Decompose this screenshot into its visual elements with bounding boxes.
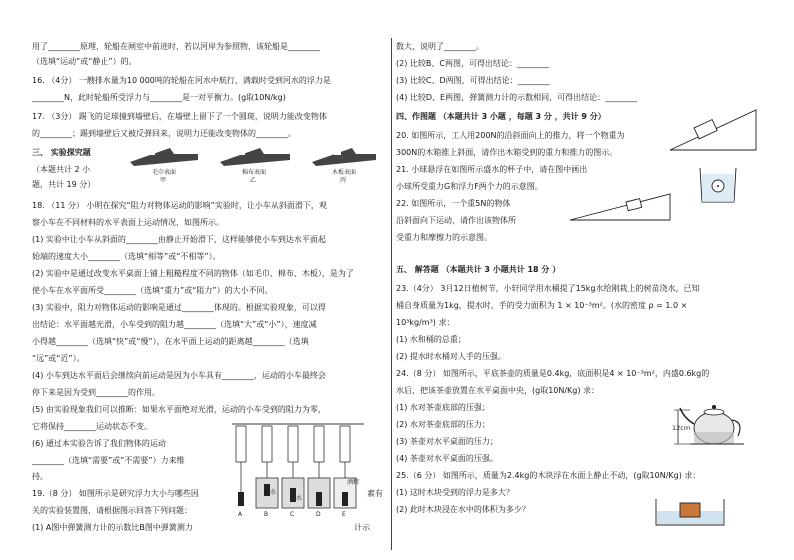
q18-6-line-1: (6) 通过本实验告诉了我们物体的运动	[32, 439, 166, 448]
q18-line-2: 察小车在不同材料的水平表面上运动情况，如图所示。	[32, 218, 224, 227]
section-4-title: 四、作图题 （本题共计 3 小题 ，每题 3 分 ，共计 9 分）	[396, 112, 606, 121]
label-a: A	[238, 511, 243, 518]
q19-1-line-1: (1) A图中弹簧测力计的示数比B图中弹簧测力	[32, 523, 193, 532]
q23-2: (2) 提水时水桶对人手的压强。	[396, 352, 506, 361]
q24-4: (4) 茶壶对水平桌面的压强。	[396, 454, 498, 463]
column-divider	[391, 38, 392, 550]
label-e: E	[342, 511, 346, 518]
ramp-wood	[312, 148, 376, 166]
q25-line-1: 25.（6 分） 如图所示，质量为2.4kg的木块浮在水面上静止不动，(g取10N/Kg) 求：	[396, 471, 701, 480]
q24-3: (3) 茶壶对水平桌面的压力；	[396, 437, 498, 446]
label-d: D	[316, 511, 321, 518]
q19-line-2: 关的实验装置图，请根据图示回答下列问题：	[32, 506, 192, 515]
spring-scale-d	[308, 426, 330, 508]
q15-line-2: （选填“运动”或“静止”）的。	[32, 57, 137, 66]
ramp-cotton	[220, 148, 290, 166]
q18-line-1: 18. （11 分） 小明在探究“阻力对物体运动的影响”实验时，让小车从斜面滑下，观	[32, 201, 327, 210]
ramp-towel	[130, 148, 198, 166]
q19-1-line-2: 数大，说明了________。	[396, 42, 484, 51]
q19-line-1-tail: 素有	[367, 489, 383, 498]
q18-5-line-2: 它将保持________运动状态不变。	[32, 422, 152, 431]
q18-4-line-1: (4) 小车到达水平面后会继续向前运动是因为小车具有________，运动的小车最终会	[32, 371, 326, 380]
q24-line-1: 24.（8 分） 如图所示，平底茶壶的质量是0.4kg，底面积是4 × 10⁻³m²，内盛0.6kg的	[396, 369, 710, 378]
q19-2: (2) 比较B、C两图，可得出结论：________	[396, 59, 549, 68]
fig-label-towel: 毛巾表面	[152, 169, 177, 176]
liquid-label-e: 酒精	[347, 479, 360, 486]
q23-1: (1) 水和桶的总重；	[396, 335, 466, 344]
q18-3-line-3: 小得越________（选填“快”或“慢”），在水平面上运动的距离越________（选填	[32, 337, 309, 346]
section-5-title: 五、 解答题 （本题共计 3 小题共计 18 分 ）	[396, 265, 561, 274]
spring-scale-figure	[232, 422, 364, 518]
q19-4: (4) 比较D、E两图，弹簧测力计的示数相同，可得出结论：________	[396, 93, 638, 102]
q22-line-1: 22. 如图所示，一个重5N的物体	[396, 199, 511, 208]
label-c: C	[290, 511, 295, 518]
q23-line-1: 23.（4分） 3月12日植树节，小轩同学用水桶提了15kg水给刚栽上的树苗浇水，已知	[396, 284, 700, 293]
liquid-label-b: 水	[270, 489, 277, 496]
q20-line-1: 20. 如图所示，工人用200N的沿斜面向上的推力，将一个物重为	[396, 131, 625, 140]
q18-3-line-1: (3) 实验中，阻力对物体运动的影响是通过________体现的。根据实验现象，可以得	[32, 303, 326, 312]
q16-line-2: ________N，此时轮船所受浮力与________是一对平衡力。(g取10N/kg)	[32, 93, 286, 102]
fig-label-wood: 木板表面	[332, 169, 357, 176]
section-3-title: 三、 实验探究题	[32, 148, 91, 157]
q18-2-line-1: (2) 实验中是通过改变水平桌面上铺上粗糙程度不同的物体（如毛巾、棉布、木板），是为了	[32, 269, 354, 278]
q19-3: (3) 比较C、D两图，可得出结论：________	[396, 76, 550, 85]
q21-line-2: 小球所受重力G和浮力F两个力的示意图。	[396, 182, 543, 191]
q18-1-line-1: (1) 实验中让小车从斜面的________由静止开始滑下，这样能够使小车到达水平面起	[32, 235, 326, 244]
fig-label-bing: 丙	[340, 177, 347, 184]
q15-line-1: 用了________原理，轮船在闸室中前进时，若以河岸为参照物，该轮船是________	[32, 42, 320, 51]
fig-label-yi: 乙	[250, 177, 257, 184]
q18-3-line-2: 出结论：水平面越光滑，小车受到的阻力越________（选填“大”或“小”），速度减	[32, 320, 317, 329]
q18-4-line-2: 停下来是因为受到________的作用。	[32, 388, 160, 397]
spring-scale-e	[334, 426, 356, 508]
q25-1: (1) 这时木块受到的浮力是多大？	[396, 488, 514, 497]
teapot-height-label: 12cm	[672, 424, 691, 432]
ramp-figures	[128, 144, 378, 184]
q17-line-1: 17. （3分） 踢飞的足球撞到墙壁后，在墙壁上留下了一个圆斑，说明力能改变物体	[32, 112, 327, 121]
q22-incline-figure	[568, 192, 672, 222]
q25-block-figure	[654, 497, 726, 527]
q24-line-2: 水后，把该茶壶放置在水平桌面中央，(g取10N/Kg) 求：	[396, 386, 600, 395]
liquid-label-c: 水	[296, 495, 303, 502]
q24-1: (1) 水对茶壶底部的压强；	[396, 403, 490, 412]
q23-line-3: 10³kg/m³) 求：	[396, 318, 455, 327]
q21-line-1: 21. 小球悬浮在如图所示盛水的杯子中，请在图中画出	[396, 165, 588, 174]
fig-label-jia: 甲	[160, 177, 167, 184]
q21-cup-figure	[694, 166, 742, 204]
q16-line-1: 16. （4分） 一艘排水量为10 000吨的轮船在河水中航行，满载时受到河水的浮力是	[32, 76, 331, 85]
q19-line-1: 19.（8 分） 如图所示是研究浮力大小与哪些因	[32, 489, 199, 498]
section-3-info-1: （本题共计 2 小	[32, 165, 91, 174]
q22-line-2: 沿斜面向下运动，请作出该物体所	[396, 216, 516, 225]
q18-3-line-4: “远”或“近”）。	[32, 354, 85, 363]
fig-label-cotton: 棉布表面	[242, 169, 267, 176]
q18-6-line-3: 持。	[32, 472, 48, 481]
q18-2-line-2: 使小车在水平面所受________（选填“重力”或“阻力”）的大小不同。	[32, 286, 273, 295]
teapot-figure	[672, 392, 746, 450]
q17-line-2: 的________；踢到墙壁后又被反弹回来，说明力还能改变物体的________。	[32, 129, 296, 138]
q18-1-line-2: 始端的速度大小________（选填“相等”或“不相等”）。	[32, 252, 221, 261]
q25-2: (2) 此时木块浸在水中的体积为多少？	[396, 505, 530, 514]
q20-line-2: 300N的木箱推上斜面，请作出木箱受到的重力和推力的图示。	[396, 148, 618, 157]
q24-2: (2) 水对茶壶底部的压力；	[396, 420, 490, 429]
label-b: B	[264, 511, 269, 518]
q18-6-line-2: ________（选填“需要”或“不需要”）力来维	[32, 456, 185, 465]
q20-incline-figure	[668, 102, 758, 154]
q23-line-2: 桶自身质量为1kg，提水时，手的受力面积为 1 × 10⁻³m²。(水的密度 ρ = 1.0 ×	[396, 301, 688, 310]
q18-5-line-1: (5) 由实验现象我们可以推断：如果水平面绝对光滑，运动的小车受到的阻力为零，	[32, 405, 326, 414]
spring-scale-a	[236, 426, 246, 506]
q22-line-3: 受重力和摩擦力的示意图。	[396, 233, 492, 242]
section-3-info-2: 题，共计 19 分）	[32, 180, 96, 189]
q19-1-line-1-tail: 计示	[354, 523, 370, 532]
